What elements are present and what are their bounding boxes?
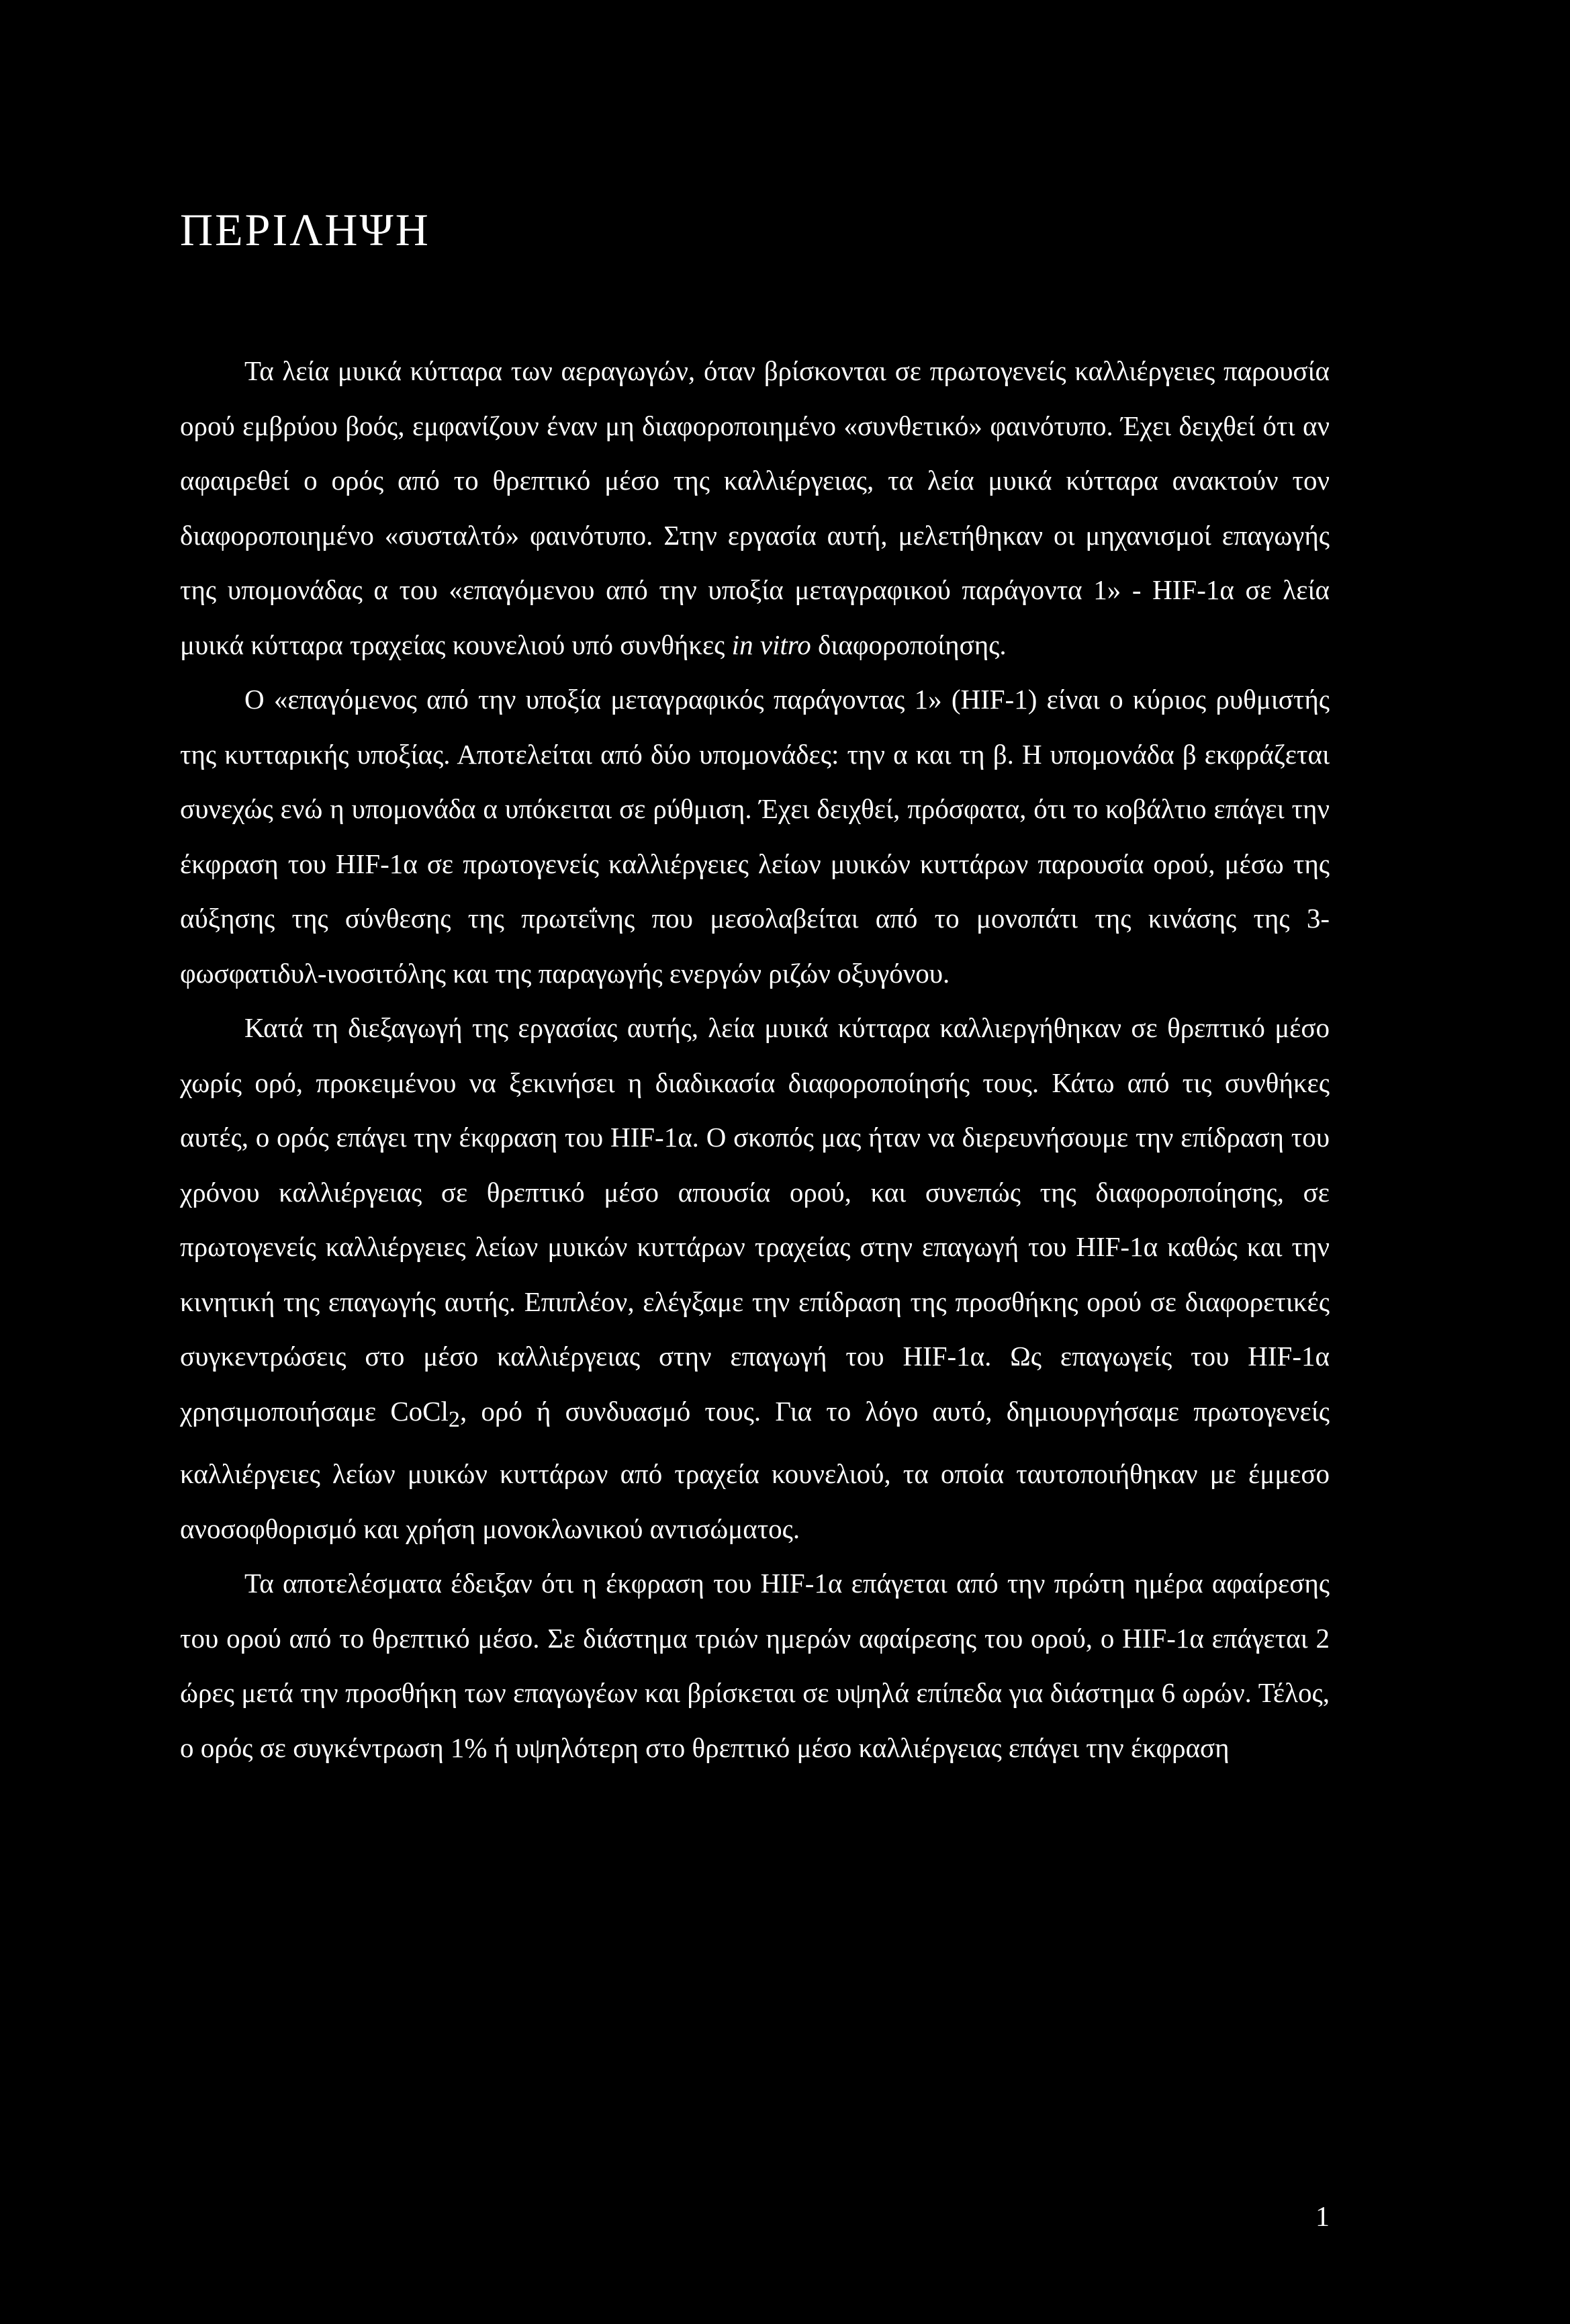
paragraph-3-tail: , ορό ή συνδυασμό τους. Για το λόγο αυτό, δημιουργήσαμε πρωτογενείς καλλιέργειες λείων μυικών κυττάρων από τραχεία κουνελιού, τα οποία ταυτοποιήθηκαν με έμμεσο ανοσοφθορισμό και χρήση μονοκλωνικού αντισώματος.: [180, 1395, 1330, 1544]
paragraph-1-tail: διαφοροποίησης.: [811, 629, 1007, 660]
paragraph-3-subscript: 2: [448, 1406, 460, 1432]
paragraph-2: Ο «επαγόμενος από την υποξία μεταγραφικός παράγοντας 1» (HIF-1) είναι ο κύριος ρυθμιστής της κυτταρικής υποξίας. Αποτελείται από δύο υπομονάδες: την α και τη β. Η υπομονάδα β εκφράζεται συνεχώς ενώ η υπομονάδα α υπόκειται σε ρύθμιση. Έχει δειχθεί, πρόσφατα, ότι το κοβάλτιο επάγει την έκφραση του HIF-1α σε πρωτογενείς καλλιέργειες λείων μυικών κυττάρων παρουσία ορού, μέσω της αύξησης της σύνθεσης της πρωτεΐνης που μεσολαβείται από το μονοπάτι της κινάσης της 3-φωσφατιδυλ-ινοσιτόλης και της παραγωγής ενεργών ριζών οξυγόνου.: [180, 684, 1330, 989]
paragraph-3: [180, 1001, 1330, 1556]
abstract-body: [180, 344, 1330, 1775]
paragraph-1-italic: in vitro: [731, 629, 811, 660]
paragraph-1-text: Τα λεία μυικά κύτταρα των αεραγωγών, όταν βρίσκονται σε πρωτογενείς καλλιέργειες παρουσία ορού εμβρύου βοός, εμφανίζουν έναν μη διαφοροποιημένο «συνθετικό» φαινότυπο. Έχει δειχθεί ότι αν αφαιρεθεί ο ορός από το θρεπτικό μέσο της καλλιέργειας, τα λεία μυικά κύτταρα ανακτούν τον διαφοροποιημένο «συσταλτό» φαινότυπο. Στην εργασία αυτή, μελετήθηκαν οι μηχανισμοί επαγωγής της υπομονάδας α του «επαγόμενου από την υποξία μεταγραφικού παράγοντα 1» - HIF-1α σε λεία μυικά κύτταρα τραχείας κουνελιού υπό συνθήκες: [180, 355, 1330, 660]
page-title: ΠΕΡΙΛΗΨΗ: [180, 204, 430, 255]
paragraph-3-text: Κατά τη διεξαγωγή της εργασίας αυτής, λεία μυικά κύτταρα καλλιεργήθηκαν σε θρεπτικό μέσο χωρίς ορό, προκειμένου να ξεκινήσει η διαδικασία διαφοροποίησής τους. Κάτω από τις συνθήκες αυτές, ο ορός επάγει την έκφραση του HIF-1α. Ο σκοπός μας ήταν να διερευνήσουμε την επίδραση του χρόνου καλλιέργειας σε θρεπτικό μέσο απουσία ορού, και συνεπώς της διαφοροποίησης, σε πρωτογενείς καλλιέργειες λείων μυικών κυττάρων τραχείας στην επαγωγή του HIF-1α καθώς και την κινητική της επαγωγής αυτής. Επιπλέον, ελέγξαμε την επίδραση της προσθήκης ορού σε διαφορετικές συγκεντρώσεις στο μέσο καλλιέργειας στην επαγωγή του HIF-1α. Ως επαγωγείς του HIF-1α χρησιμοποιήσαμε CoCl: [180, 1012, 1330, 1427]
paragraph-1: [180, 344, 1330, 672]
paragraph-4: Τα αποτελέσματα έδειξαν ότι η έκφραση του HIF-1α επάγεται από την πρώτη ημέρα αφαίρεσης του ορού από το θρεπτικό μέσο. Σε διάστημα τριών ημερών αφαίρεσης του ορού, ο HIF-1α επάγεται 2 ώρες μετά την προσθήκη των επαγωγέων και βρίσκεται σε υψηλά επίπεδα για διάστημα 6 ωρών. Τέλος, ο ορός σε συγκέντρωση 1% ή υψηλότερη στο θρεπτικό μέσο καλλιέργειας επάγει την έκφραση: [180, 1568, 1330, 1763]
page-number: 1: [1315, 2202, 1330, 2233]
